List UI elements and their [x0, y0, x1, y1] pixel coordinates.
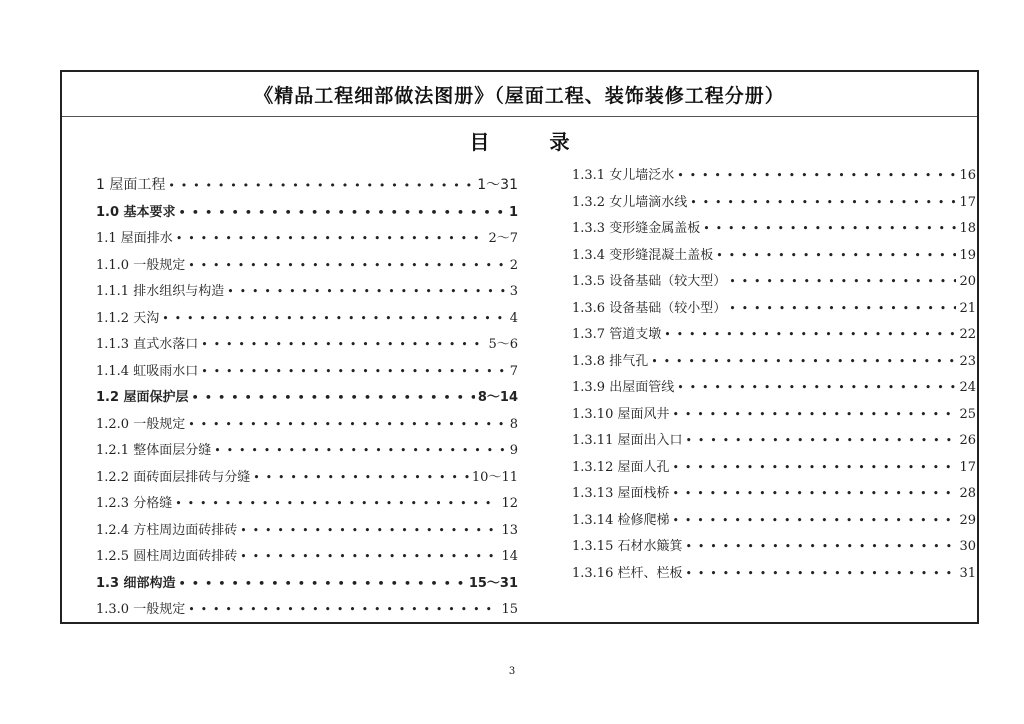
toc-entry: 1.3.11 屋面出入口 • • • 26 — [572, 429, 976, 456]
toc-entry: 1.1.0 一般规定 • • • 2 — [96, 254, 518, 281]
toc-entry: 1.3.5 设备基础（较大型） • • • 20 — [572, 270, 976, 297]
toc-entry: 1.3.14 检修爬梯 • • • 29 — [572, 509, 976, 536]
toc-entry: 1.1.1 排水组织与构造 • • • 3 — [96, 280, 518, 307]
toc-entry: 1.3.10 屋面风井 • • • 25 — [572, 403, 976, 430]
toc-entry: 1.3.12 屋面人孔 • • • 17 — [572, 456, 976, 483]
toc-entry: 1.3.13 屋面栈桥 • • • 28 — [572, 482, 976, 509]
toc-entry: 1 屋面工程 • • • 1～31 — [96, 174, 518, 201]
toc-entry: 1.3.4 变形缝混凝土盖板 • • • 19 — [572, 244, 976, 271]
toc-entry: 1.3.7 管道支墩 • • • 22 — [572, 323, 976, 350]
toc-entry: 1.1 屋面排水 • • • 2～7 — [96, 227, 518, 254]
toc-heading: 目录 — [469, 130, 630, 154]
toc-entry: 1.1.4 虹吸雨水口 • • • 7 — [96, 360, 518, 387]
toc-entry: 1.1.2 天沟 • • • 4 — [96, 307, 518, 334]
toc-entry: 1.3.2 女儿墙滴水线 • • • 17 — [572, 191, 976, 218]
toc-entry: 1.0 基本要求 • • • 1 — [96, 201, 518, 228]
toc-entry: 1.2.4 方柱周边面砖排砖 • • • 13 — [96, 519, 518, 546]
toc-entry: 1.3.16 栏杆、栏板 • • • 31 — [572, 562, 976, 589]
toc-entry: 1.3.0 一般规定 • • • 15 — [96, 598, 518, 625]
toc-entry: 1.3.3 变形缝金属盖板 • • • 18 — [572, 217, 976, 244]
document-header — [62, 72, 977, 117]
toc-entry: 1.1.3 直式水落口 • • • 5～6 — [96, 333, 518, 360]
toc-entry: 1.2.2 面砖面层排砖与分缝 • • • 10～11 — [96, 466, 518, 493]
toc-entry: 1.3.6 设备基础（较小型） • • • 21 — [572, 297, 976, 324]
toc-left-column — [96, 174, 518, 625]
toc-entry: 1.2.5 圆柱周边面砖排砖 • • • 14 — [96, 545, 518, 572]
toc-entry: 1.2 屋面保护层 • • • 8～14 — [96, 386, 518, 413]
toc-entry: 1.3.15 石材水簸箕 • • • 30 — [572, 535, 976, 562]
toc-entry: 1.3 细部构造 • • • 15～31 — [96, 572, 518, 599]
document-frame — [60, 70, 979, 624]
toc-entry: 1.2.3 分格缝 • • • 12 — [96, 492, 518, 519]
toc-right-column — [572, 164, 976, 588]
page-number: 3 — [508, 666, 516, 677]
toc-entry: 1.2.1 整体面层分缝 • • • 9 — [96, 439, 518, 466]
toc-entry: 1.2.0 一般规定 • • • 8 — [96, 413, 518, 440]
toc-entry: 1.3.1 女儿墙泛水 • • • 16 — [572, 164, 976, 191]
document-title: 《精品工程细部做法图册》（屋面工程、装饰装修工程分册） — [254, 84, 785, 107]
toc-entry: 1.3.8 排气孔 • • • 23 — [572, 350, 976, 377]
toc-entry: 1.3.9 出屋面管线 • • • 24 — [572, 376, 976, 403]
